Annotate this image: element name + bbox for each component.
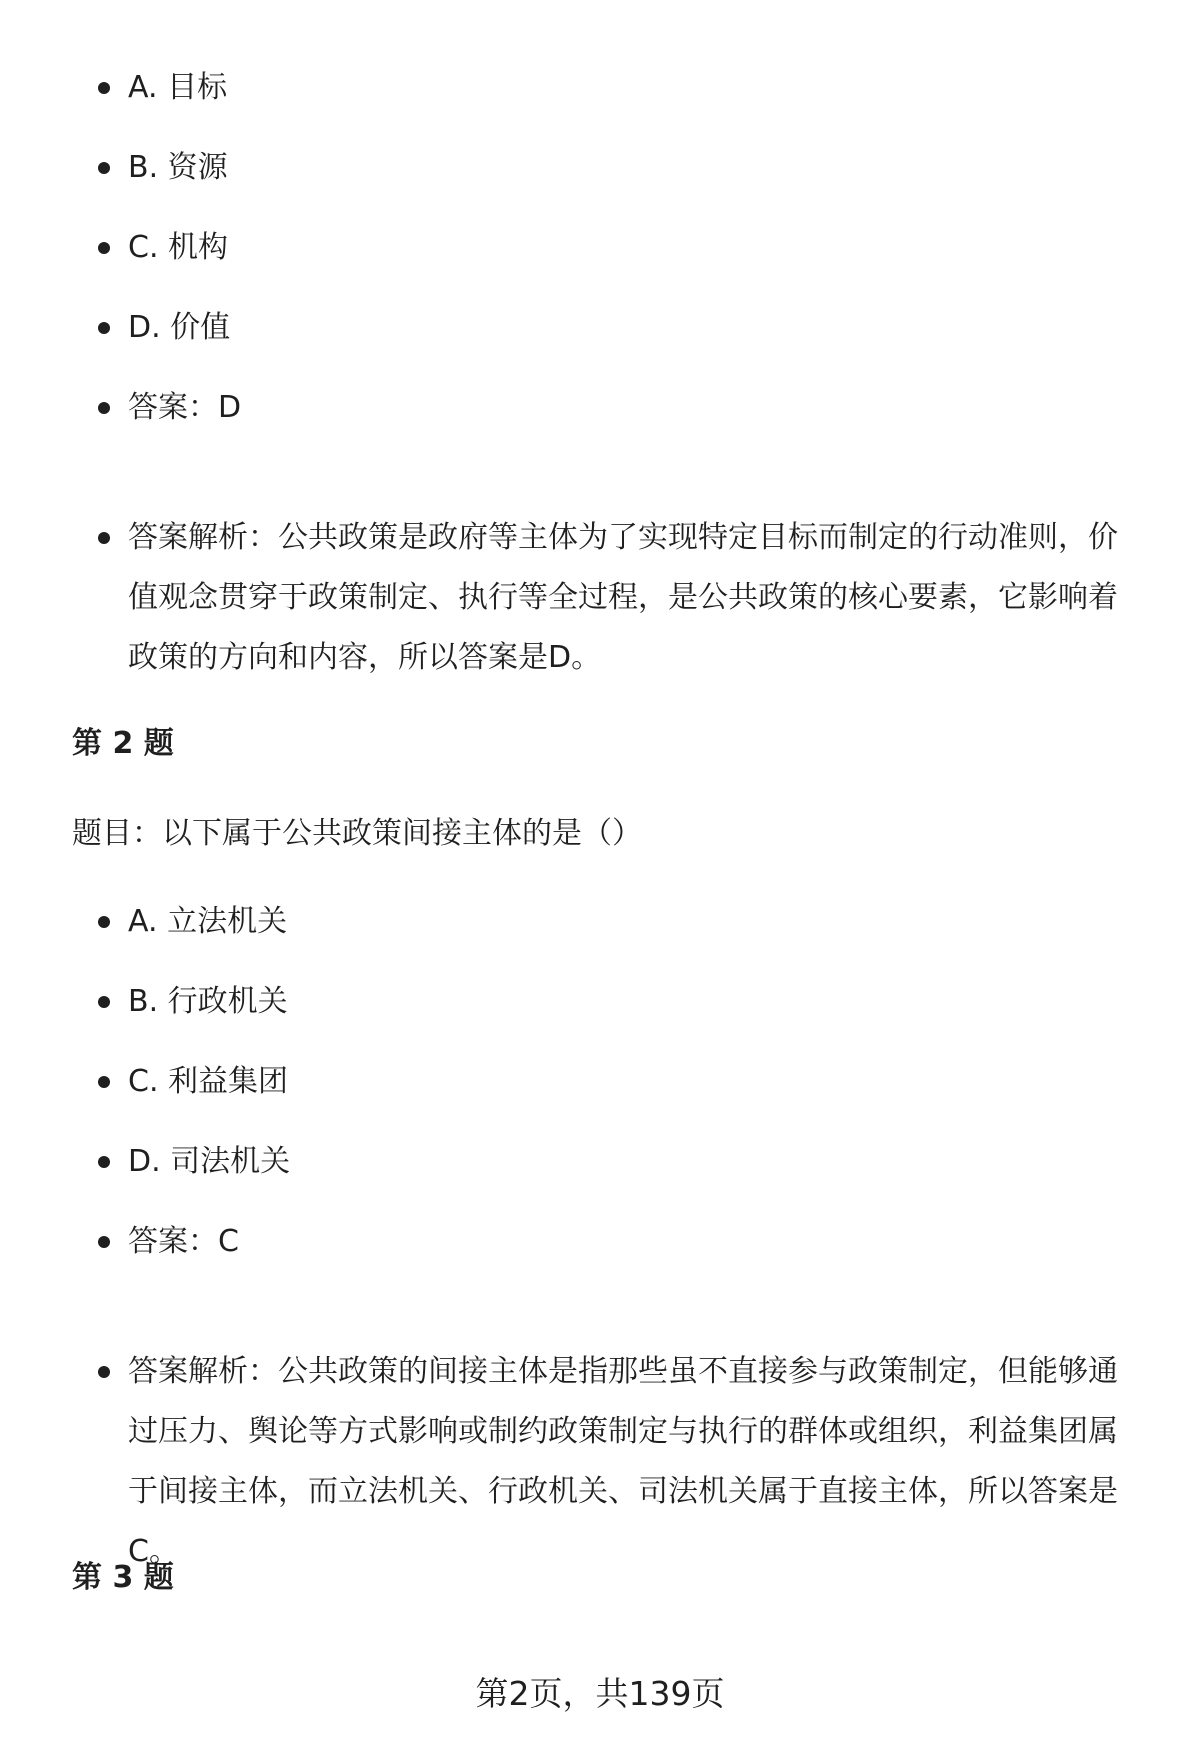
option-text: C. 利益集团	[128, 1064, 289, 1099]
explanation-text: 答案解析：公共政策是政府等主体为了实现特定目标而制定的行动准则，价值观念贯穿于政策制定、执行等全过程，是公共政策的核心要素，它影响着政策的方向和内容，所以答案是D。	[128, 520, 1118, 675]
bullet-icon	[98, 1366, 110, 1378]
q2-explanation	[128, 1342, 1138, 1582]
page-indicator: 第2页，共139页	[475, 1674, 725, 1713]
q2-heading: 第 2 题	[72, 726, 174, 761]
option-text: B. 资源	[128, 150, 228, 185]
q3-heading: 第 3 题	[72, 1560, 174, 1595]
bullet-icon	[98, 162, 110, 174]
q1-answer	[128, 378, 1138, 438]
q1-option-c	[128, 218, 1138, 278]
bullet-icon	[98, 402, 110, 414]
q1-option-a	[128, 58, 1138, 118]
bullet-icon	[98, 1076, 110, 1088]
option-text: C. 机构	[128, 230, 229, 265]
bullet-icon	[98, 82, 110, 94]
q2-option-b	[128, 972, 1138, 1032]
bullet-icon	[98, 916, 110, 928]
bullet-icon	[98, 1156, 110, 1168]
bullet-icon	[98, 322, 110, 334]
option-text: D. 司法机关	[128, 1144, 291, 1179]
q2-option-a	[128, 892, 1138, 952]
q2-stem: 题目：以下属于公共政策间接主体的是（）	[72, 816, 642, 851]
q1-option-d	[128, 298, 1138, 358]
answer-text: 答案：C	[128, 1224, 239, 1259]
q1-explanation	[128, 508, 1138, 688]
bullet-icon	[98, 996, 110, 1008]
bullet-icon	[98, 1236, 110, 1248]
q1-option-b	[128, 138, 1138, 198]
answer-text: 答案：D	[128, 390, 242, 425]
bullet-icon	[98, 242, 110, 254]
option-text: B. 行政机关	[128, 984, 288, 1019]
option-text: A. 立法机关	[128, 904, 288, 939]
q2-option-d	[128, 1132, 1138, 1192]
q2-answer	[128, 1212, 1138, 1272]
q2-option-c	[128, 1052, 1138, 1112]
option-text: A. 目标	[128, 70, 228, 105]
explanation-text: 答案解析：公共政策的间接主体是指那些虽不直接参与政策制定，但能够通过压力、舆论等方式影响或制约政策制定与执行的群体或组织，利益集团属于间接主体，而立法机关、行政机关、司法机关属于直接主体，所以答案是C。	[128, 1354, 1118, 1569]
bullet-icon	[98, 532, 110, 544]
option-text: D. 价值	[128, 310, 231, 345]
